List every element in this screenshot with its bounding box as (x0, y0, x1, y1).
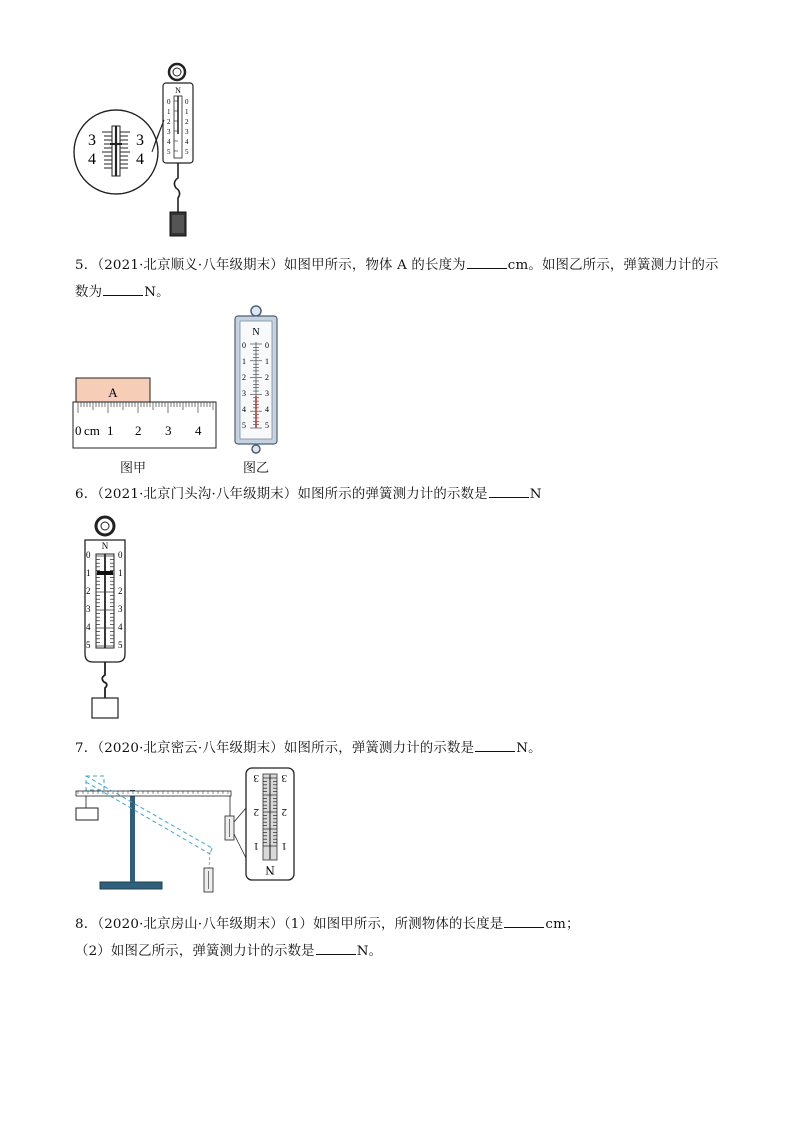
q5-meter-l4: 4 (242, 405, 246, 414)
question-8-line-2 (75, 941, 382, 961)
q5-block-label: A (108, 385, 118, 400)
q5-ruler-cm: cm (84, 423, 100, 438)
question-8-line-1 (75, 914, 580, 934)
q5-meter-l3: 3 (242, 389, 246, 398)
q4-scale-r1: 1 (185, 108, 189, 116)
q7-source: （2020·北京密云·八年级期末） (97, 741, 284, 756)
question-5-line-1 (75, 255, 719, 275)
q4-scale-r4: 4 (185, 138, 189, 146)
q4-scale-1: 1 (167, 108, 171, 116)
q4-scale-5: 5 (167, 148, 171, 156)
figure-q5 (72, 304, 292, 454)
q6-scale-r3: 3 (118, 604, 123, 614)
q6-scale-l4: 4 (86, 622, 91, 632)
q4-zoom-4-left: 4 (88, 151, 96, 168)
q7-zoom-3-left: 3 (253, 772, 259, 784)
q6-scale-r2: 2 (118, 586, 123, 596)
q4-scale-r3: 3 (185, 128, 189, 136)
q5-meter-r0: 0 (265, 341, 269, 350)
q5-text-d: N。 (144, 285, 170, 300)
q7-zoom-3-right: 3 (281, 772, 287, 784)
q6-scale-l2: 2 (86, 586, 91, 596)
q6-scale-l5: 5 (86, 640, 91, 650)
q6-scale-r0: 0 (118, 550, 123, 560)
q4-zoom-3-right: 3 (136, 132, 144, 149)
q5-meter-r3: 3 (265, 389, 269, 398)
q5-number: 5． (75, 258, 98, 273)
q6-text-a: 如图所示的弹簧测力计的示数是 (297, 487, 488, 502)
q4-scale-0: 0 (167, 98, 171, 106)
q7-text-b: N。 (516, 741, 542, 756)
q8-text-d: N。 (356, 944, 383, 959)
q5-meter-r5: 5 (265, 421, 269, 430)
q6-text-b: N (529, 487, 542, 502)
q8-source: （2020·北京房山·八年级期末） (97, 917, 284, 932)
question-7-line-1 (75, 738, 542, 758)
q5-ruler-0: 0 (75, 423, 82, 438)
q6-blank-1[interactable] (489, 484, 529, 498)
figure-q6-spring-scale (82, 512, 142, 722)
q7-text-a: 如图所示，弹簧测力计的示数是 (283, 741, 475, 756)
q5-meter-r2: 2 (265, 373, 269, 382)
q5-ruler-2: 2 (135, 423, 142, 438)
q6-scale-r4: 4 (118, 622, 123, 632)
q5-meter-r4: 4 (265, 405, 269, 414)
q5-caption-b: 图乙 (243, 461, 270, 476)
q5-text-b: cm。如图乙所示，弹簧测力计的示 (507, 258, 719, 273)
q7-zoom-1-left: 1 (253, 840, 259, 852)
q4-scale-2: 2 (167, 118, 171, 126)
q5-caption-a: 图甲 (120, 461, 147, 476)
q8-blank-2[interactable] (316, 941, 356, 955)
q6-number: 6． (75, 487, 98, 502)
q5-ruler-4: 4 (195, 423, 202, 438)
q8-text-c: （2）如图乙所示，弹簧测力计的示数是 (75, 944, 315, 959)
q5-blank-2[interactable] (103, 282, 143, 296)
q7-zoom-unit: N (265, 863, 275, 878)
q5-text-c: 数为 (75, 285, 103, 300)
q6-unit-label: N (101, 541, 109, 551)
q4-scale-r5: 5 (185, 148, 189, 156)
q5-meter-l5: 5 (242, 421, 246, 430)
q6-scale-l0: 0 (86, 550, 91, 560)
q7-blank-1[interactable] (475, 738, 515, 752)
q8-number: 8． (75, 917, 98, 932)
q5-meter-r1: 1 (265, 357, 269, 366)
q6-scale-r5: 5 (118, 640, 123, 650)
q4-scale-r0: 0 (185, 98, 189, 106)
q5-ruler-3: 3 (165, 423, 172, 438)
q6-source: （2021·北京门头沟·八年级期末） (97, 487, 298, 502)
q7-zoom-2-right: 2 (281, 806, 287, 818)
q5-text-a: 如图甲所示，物体 A 的长度为 (283, 258, 466, 273)
q5-ruler-1: 1 (107, 423, 114, 438)
q7-number: 7． (75, 741, 98, 756)
q6-scale-r1: 1 (118, 568, 123, 578)
q6-scale-l1: 1 (86, 568, 91, 578)
q8-text-b: cm； (545, 917, 580, 932)
q7-zoom-1-right: 1 (281, 840, 287, 852)
q4-scale-4: 4 (167, 138, 171, 146)
q5-meter-l2: 2 (242, 373, 246, 382)
q5-blank-1[interactable] (467, 255, 507, 269)
q6-scale-l3: 3 (86, 604, 91, 614)
q5-meter-unit: N (252, 327, 260, 338)
q5-meter-l0: 0 (242, 341, 246, 350)
q5-meter-l1: 1 (242, 357, 246, 366)
question-5-line-2 (75, 282, 170, 302)
figure-q7-lever (72, 760, 302, 895)
figure-q4-spring-scale (72, 60, 212, 245)
q4-zoom-4-right: 4 (136, 151, 144, 168)
q8-text-a: （1）如图甲所示，所测物体的长度是 (283, 917, 504, 932)
q4-unit-label: N (175, 86, 181, 95)
q7-zoom-2-left: 2 (253, 806, 259, 818)
question-6-line-1 (75, 484, 542, 504)
q5-source: （2021·北京顺义·八年级期末） (97, 258, 284, 273)
q4-scale-r2: 2 (185, 118, 189, 126)
q4-zoom-3-left: 3 (88, 132, 96, 149)
q4-scale-3: 3 (167, 128, 171, 136)
q8-blank-1[interactable] (504, 914, 544, 928)
